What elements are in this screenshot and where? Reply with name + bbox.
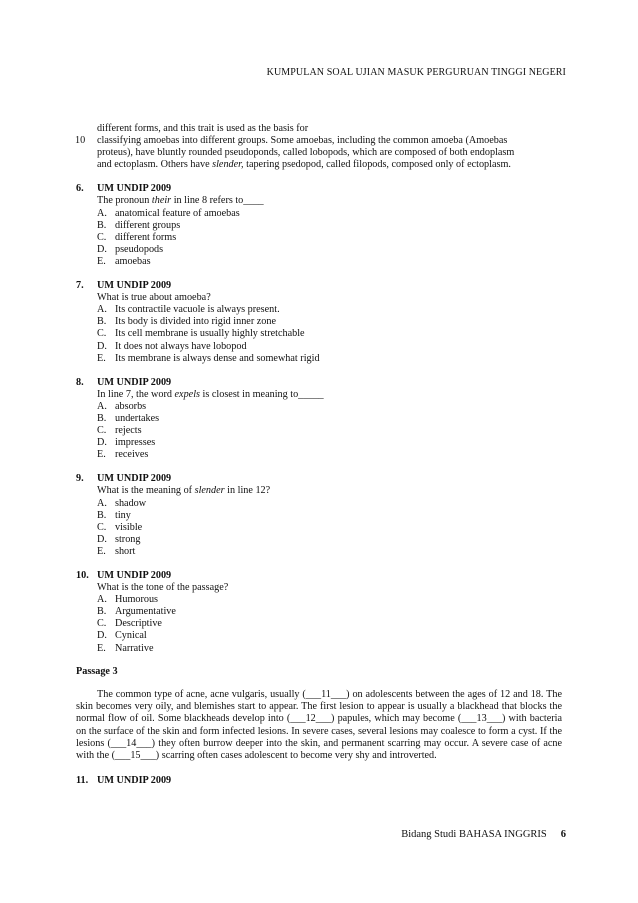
italic-word: slender,	[212, 159, 244, 171]
option-letter: E.	[97, 545, 106, 557]
option-text: Its cell membrane is usually highly stretchable	[115, 328, 305, 340]
answer-option	[76, 534, 562, 546]
line-text: classifying amoebas into different groups. Some amoebas, including the common amoeba (Amoebas	[97, 135, 508, 147]
stem-italic-word: their	[151, 195, 172, 207]
answer-option	[76, 618, 562, 630]
question-header	[76, 570, 562, 582]
question-stem	[76, 485, 562, 497]
option-text: Narrative	[115, 642, 154, 654]
option-letter: B.	[97, 316, 107, 328]
answer-option	[76, 630, 562, 642]
question-stem	[76, 582, 562, 594]
option-letter: D.	[97, 340, 107, 352]
option-letter: A.	[97, 400, 107, 412]
question-block	[76, 473, 562, 558]
question-number: 8.	[76, 376, 84, 388]
option-letter: C.	[97, 521, 107, 533]
question-header	[76, 377, 562, 389]
question-number: 11.	[76, 774, 89, 786]
option-text: amoebas	[115, 255, 151, 267]
option-letter: E.	[97, 449, 106, 461]
option-letter: B.	[97, 509, 107, 521]
option-text: shadow	[115, 497, 147, 509]
option-letter: B.	[97, 606, 107, 618]
option-text: visible	[115, 521, 143, 533]
question-header	[76, 183, 562, 195]
passage-continuation	[76, 123, 562, 171]
passage-line	[76, 135, 562, 147]
answer-option	[76, 643, 562, 655]
question-block	[76, 377, 562, 462]
answer-option	[76, 437, 562, 449]
option-text: strong	[115, 533, 141, 545]
option-letter: D.	[97, 437, 107, 449]
question-source: UM UNDIP 2009	[97, 376, 172, 388]
question-header	[76, 775, 562, 787]
option-letter: D.	[97, 243, 107, 255]
option-text: impresses	[115, 437, 156, 449]
option-letter: D.	[97, 533, 107, 545]
answer-option	[76, 208, 562, 220]
answer-option	[76, 328, 562, 340]
answer-option	[76, 425, 562, 437]
stem-italic-word: expels	[174, 388, 200, 400]
option-text: Its contractile vacuole is always present.	[115, 304, 280, 316]
question-source: UM UNDIP 2009	[97, 183, 172, 195]
option-text: receives	[115, 449, 149, 461]
passage-title: Passage 3	[76, 665, 118, 677]
option-text: undertakes	[115, 412, 160, 424]
option-text: different forms	[115, 231, 177, 243]
answer-option	[76, 449, 562, 461]
answer-option	[76, 413, 562, 425]
option-letter: A.	[97, 594, 107, 606]
line-number: 10	[75, 135, 86, 147]
stem-text: In line 7, the word	[97, 388, 175, 400]
option-letter: B.	[97, 412, 107, 424]
option-text: tiny	[115, 509, 131, 521]
answer-option	[76, 316, 562, 328]
stem-text: in line 12?	[224, 485, 271, 497]
passage-line	[76, 159, 562, 171]
passage-text: The common type of acne, acne vulgaris, usually (___11___) on adolescents between the ages of 12 and 18. The skin becomes very oily, and blemishes start to appear. The first lesion to appear is usually a blackhead that blocks the normal flow of oil. Some blackheads develop into (___12___) papules, which may become (___13___) with bacteria on the surface of the skin and form infected lesions. In severe cases, several lesions may coalesce to form a cyst. If the lesions (___14___) they often burrow deeper into the skin, and permanent scarring may occur. A severe case of acne with the (___15___) scarring often cases adolescent to become very shy and introverted.	[76, 688, 562, 762]
answer-option	[76, 244, 562, 256]
option-text: Argumentative	[115, 606, 176, 618]
page-footer	[401, 829, 566, 841]
question-11	[76, 775, 562, 787]
answer-option	[76, 256, 562, 268]
line-text-part: and ectoplasm. Others have	[97, 159, 213, 171]
stem-text: is closest in meaning to_____	[200, 388, 324, 400]
question-number: 9.	[76, 473, 84, 485]
answer-option	[76, 498, 562, 510]
option-text: pseudopods	[115, 243, 164, 255]
stem-text: What is the tone of the passage?	[97, 582, 229, 594]
answer-option	[76, 522, 562, 534]
stem-text: in line 8 refers to____	[171, 195, 264, 207]
line-text	[97, 159, 511, 170]
answer-option	[76, 606, 562, 618]
option-letter: C.	[97, 618, 107, 630]
page-content	[76, 123, 562, 787]
answer-option	[76, 353, 562, 365]
question-header	[76, 473, 562, 485]
option-letter: A.	[97, 207, 107, 219]
option-letter: B.	[97, 219, 107, 231]
question-source: UM UNDIP 2009	[97, 280, 172, 292]
question-number: 10.	[76, 570, 89, 581]
option-text: Its membrane is always dense and somewhat rigid	[115, 352, 320, 364]
option-text: Cynical	[115, 630, 147, 642]
question-stem	[76, 292, 562, 304]
option-text: Its body is divided into rigid inner zone	[115, 316, 276, 328]
page-number: 6	[560, 829, 566, 840]
question-header	[76, 280, 562, 292]
answer-option	[76, 341, 562, 353]
option-letter: C.	[97, 425, 107, 437]
stem-text: What is the meaning of	[97, 485, 195, 497]
stem-text: The pronoun	[97, 195, 152, 207]
answer-option	[76, 220, 562, 232]
option-letter: E.	[97, 642, 106, 654]
option-text: short	[115, 545, 136, 557]
page-header: KUMPULAN SOAL UJIAN MASUK PERGURUAN TINGGI NEGERI	[266, 67, 566, 78]
option-text: absorbs	[115, 400, 147, 412]
option-letter: D.	[97, 630, 107, 642]
question-stem	[76, 389, 562, 401]
option-text: anatomical feature of amoebas	[115, 207, 240, 219]
stem-italic-word: slender	[194, 485, 225, 497]
option-letter: A.	[97, 304, 107, 316]
question-source: UM UNDIP 2009	[97, 473, 172, 485]
question-number: 6.	[76, 183, 84, 195]
answer-option	[76, 510, 562, 522]
question-stem	[76, 195, 562, 207]
line-text: different forms, and this trait is used as the basis for	[97, 123, 309, 134]
question-source: UM UNDIP 2009	[97, 774, 172, 786]
answer-option	[76, 401, 562, 413]
option-text: Descriptive	[115, 618, 162, 630]
option-letter: C.	[97, 328, 107, 340]
question-block	[76, 280, 562, 365]
question-source: UM UNDIP 2009	[97, 570, 172, 581]
question-block	[76, 570, 562, 655]
answer-option	[76, 232, 562, 244]
option-text: Humorous	[115, 594, 159, 606]
option-letter: C.	[97, 231, 107, 243]
passage-line	[76, 147, 562, 159]
option-letter: A.	[97, 497, 107, 509]
line-text-part: tapering psedopod, called filopods, composed only of ectoplasm.	[243, 159, 511, 171]
stem-text: What is true about amoeba?	[97, 292, 211, 304]
question-list	[76, 183, 562, 654]
answer-option	[76, 594, 562, 606]
option-text: different groups	[115, 219, 181, 231]
line-text: proteus), have bluntly rounded pseudoponds, called lobopods, which are composed of both endoplasm	[97, 147, 515, 159]
footer-subject: Bidang Studi BAHASA INGGRIS	[401, 829, 547, 840]
answer-option	[76, 546, 562, 558]
question-block	[76, 183, 562, 268]
question-number: 7.	[76, 280, 84, 292]
answer-option	[76, 304, 562, 316]
option-letter: E.	[97, 255, 106, 267]
passage-line	[76, 123, 562, 135]
option-text: rejects	[115, 425, 142, 437]
option-text: It does not always have lobopod	[115, 340, 247, 352]
option-letter: E.	[97, 352, 106, 364]
